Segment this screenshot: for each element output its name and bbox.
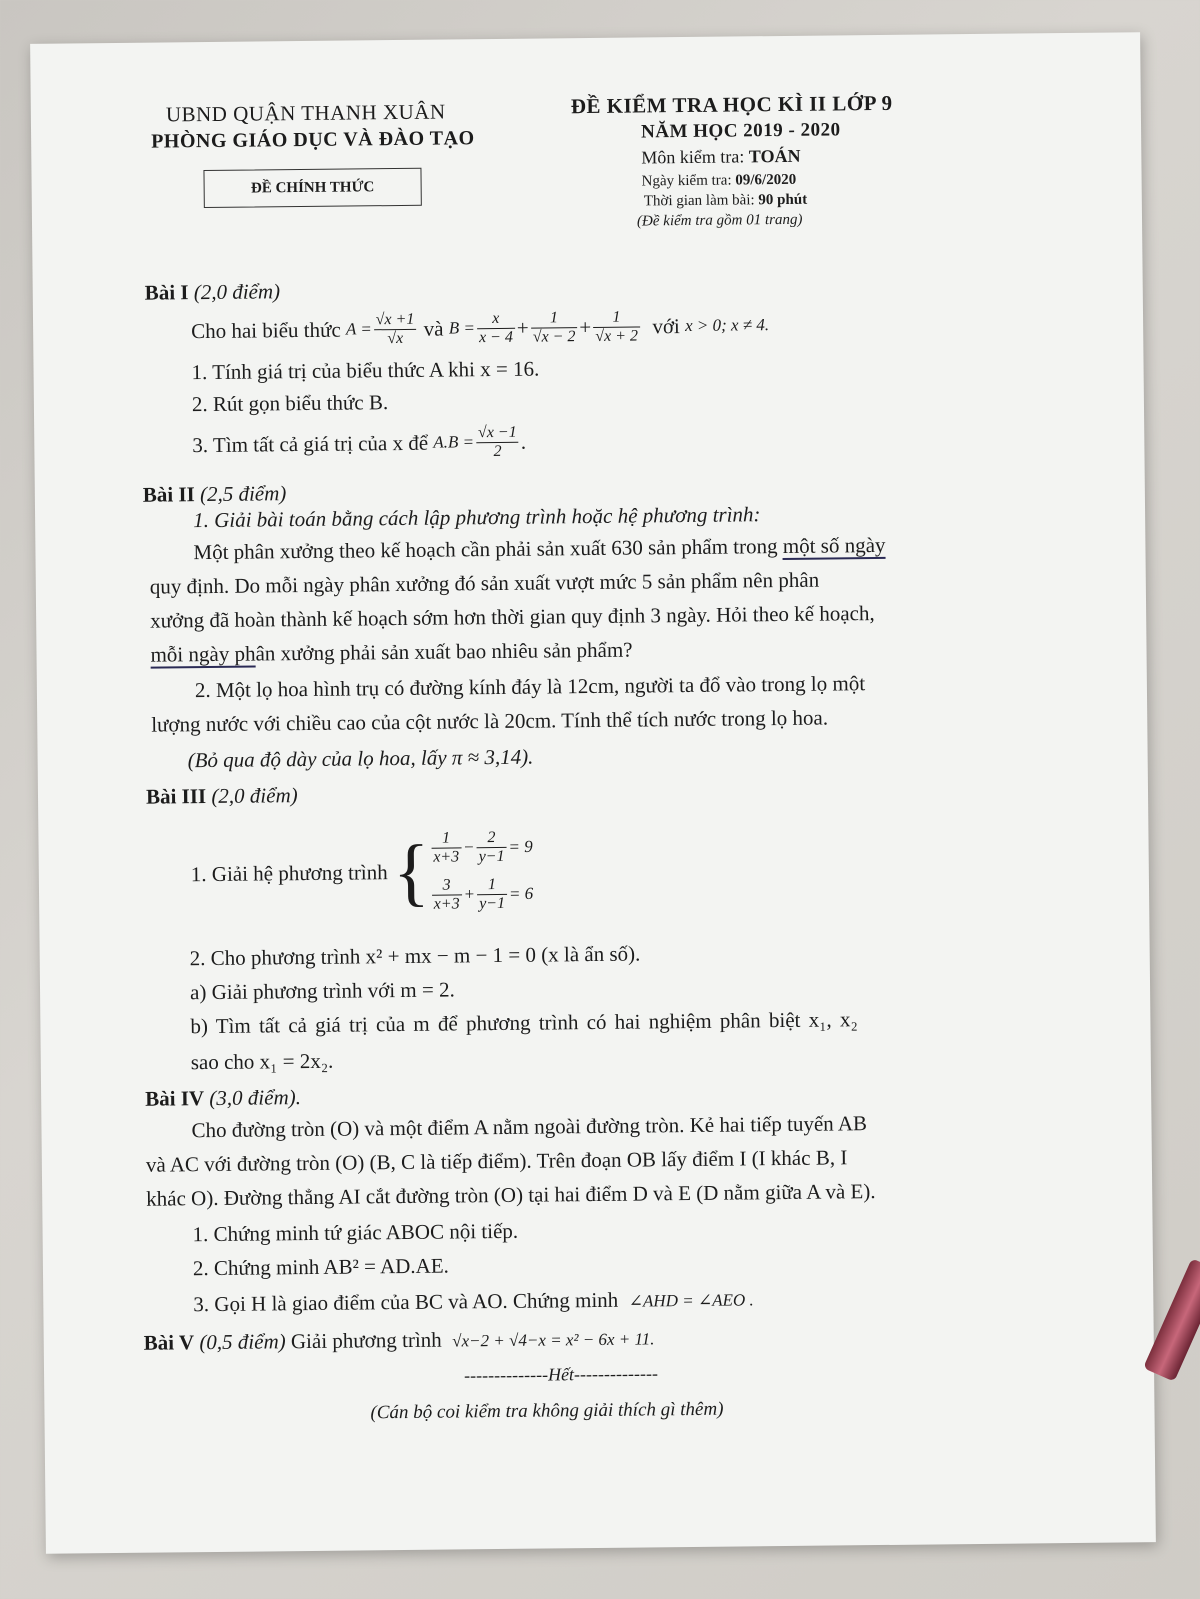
bai3-q2b-line1: b) Tìm tất cả giá trị của m để phương trình có hai nghiệm phân biệt x₁, x₂	[190, 1007, 858, 1039]
bai4-line3: khác O). Đường thẳng AI cắt đường tròn (O) tại hai điểm D và E (D nằm giữa A và E).	[146, 1179, 876, 1211]
eq2-f1-num: 3	[431, 876, 461, 895]
expr-a-lhs: A =	[345, 319, 372, 339]
eq2-frac1	[431, 876, 461, 913]
bai2-p1-line4a: mỗi ngày ph	[150, 641, 256, 667]
bai3-title: Bài III	[145, 784, 207, 809]
bai4-line1: Cho đường tròn (O) và một điểm A nằm ngoài đường tròn. Kẻ hai tiếp tuyến AB	[191, 1111, 868, 1143]
exam-title: ĐỀ KIỂM TRA HỌC KÌ II LỚP 9	[570, 90, 893, 119]
bai2-p1-title: 1. Giải bài toán bằng cách lập phương trình hoặc hệ phương trình:	[192, 502, 761, 533]
q3-num: √x −1	[476, 423, 519, 442]
eq1-frac2	[476, 829, 506, 866]
bai2-p1-line3: xưởng đã hoàn thành kế hoạch sớm hơn thời gian quy định 3 ngày. Hỏi theo kế hoạch,	[150, 601, 875, 633]
bai4-q3-line	[193, 1286, 754, 1317]
q3-lhs: A.B =	[433, 432, 475, 452]
and-word: và	[423, 316, 444, 341]
expr-a-fraction	[374, 310, 417, 347]
eq1-f1-num: 1	[431, 829, 461, 848]
bai4-q3-angles: ∠AHD = ∠AEO .	[628, 1290, 754, 1311]
bai3-heading	[146, 783, 298, 810]
system-eq2	[429, 876, 533, 914]
eq2-frac2	[477, 876, 507, 913]
bai1-q1: 1. Tính giá trị của biểu thức A khi x = 16.	[191, 356, 540, 385]
bai1-intro-line: Cho hai biểu thức A = $\frac{√x +1}{√x}$ và B = $\frac{x}{x - 4}$ + $\frac{1}{√x - 2}$ + $\frac{1}{√x + 2}$ với x > 0; x ≠ 4.	[191, 308, 770, 347]
eq2-rhs: = 6	[508, 883, 534, 904]
subject-line	[641, 146, 800, 169]
bai1-q3-line: 3. Tìm tất cả giá trị của x để A.B = $\frac{√x -1}{2}$ .	[192, 423, 527, 460]
eq1-rhs: = 9	[508, 836, 533, 857]
expr-b-frac2	[530, 309, 577, 346]
proctor-note: (Cán bộ coi kiểm tra không giải thích gì thêm)	[370, 1398, 724, 1424]
expr-b-frac3	[593, 308, 640, 345]
bai4-title: Bài IV	[145, 1086, 205, 1111]
eq2-op: +	[463, 884, 476, 904]
condition: x > 0; x ≠ 4.	[684, 315, 770, 336]
bai2-p1-line1	[193, 533, 885, 565]
bai1-heading	[145, 279, 281, 305]
bai1-q2: 2. Rút gọn biểu thức B.	[191, 390, 389, 417]
system-brace: {	[392, 829, 430, 915]
bai5-line	[144, 1325, 655, 1355]
bai4-points: (3,0 điểm).	[209, 1085, 302, 1111]
exam-sheet	[30, 32, 1156, 1554]
date-label: Ngày kiểm tra:	[641, 172, 736, 190]
bai4-heading	[145, 1085, 301, 1112]
time-line	[644, 192, 808, 211]
expr-b-frac1	[477, 309, 515, 346]
frac2-num: 1	[530, 309, 577, 328]
eq1-f2-num: 2	[476, 829, 506, 848]
bai3-q1: 1. Giải hệ phương trình	[190, 859, 388, 886]
subject-value: TOÁN	[748, 145, 801, 167]
bai1-q3: 3. Tìm tất cả giá trị của x để	[192, 430, 429, 457]
eq1-f1-den: x+3	[433, 848, 460, 866]
bai3-q2a: a) Giải phương trình với m = 2.	[189, 977, 455, 1005]
eq2-f2-den: y−1	[479, 894, 506, 913]
bai2-p2-line1: 2. Một lọ hoa hình trụ có đường kính đáy là 12cm, người ta đổ vào trong lọ một	[194, 671, 866, 703]
expr-a-num: √x +1	[374, 310, 417, 329]
equation-system	[429, 829, 533, 914]
page-count: (Đề kiểm tra gồm 01 trang)	[636, 211, 803, 230]
bai4-q3: 3. Gọi H là giao điểm của BC và AO. Chứng minh	[193, 1287, 619, 1317]
bai2-title: Bài II	[142, 482, 195, 507]
district-name: UBND QUẬN THANH XUÂN	[165, 99, 446, 127]
subject-label: Môn kiểm tra:	[641, 146, 749, 168]
bai1-points: (2,0 điểm)	[193, 279, 281, 305]
bai2-p2-line2: lượng nước với chiều cao của cột nước là 20cm. Tính thể tích nước trong lọ hoa.	[151, 705, 829, 737]
time-label: Thời gian làm bài:	[643, 192, 759, 210]
bai5-title: Bài V	[143, 1330, 195, 1355]
frac3-num: 1	[593, 308, 640, 327]
time-value: 90 phút	[758, 191, 808, 209]
end-marker: --------------Hết--------------	[463, 1363, 659, 1386]
expr-a-den: √x	[387, 329, 404, 347]
condition-label: với	[652, 313, 680, 338]
bai1-title: Bài I	[144, 280, 189, 305]
bai2-p1-line1a: Một phân xưởng theo kế hoạch cần phải sản xuất 630 sản phẩm trong	[193, 533, 783, 565]
bai3-q1-line	[190, 811, 533, 935]
bai3-q2: 2. Cho phương trình x² + mx − m − 1 = 0 (x là ẩn số).	[189, 941, 641, 971]
system-eq1	[429, 829, 533, 867]
eq2-f1-den: x+3	[433, 895, 460, 913]
bai2-points: (2,5 điểm)	[199, 481, 287, 507]
eq1-frac1	[431, 829, 461, 866]
bai4-line2: và AC với đường tròn (O) (B, C là tiếp điểm). Trên đoạn OB lấy điểm I (I khác B, I	[145, 1145, 848, 1177]
frac2-den: √x − 2	[532, 327, 576, 346]
date-line	[642, 172, 797, 191]
eq1-op: −	[462, 837, 475, 857]
bai5-points: (0,5 điểm)	[199, 1329, 286, 1355]
bai2-p2-note: (Bỏ qua độ dày của lọ hoa, lấy π ≈ 3,14).	[187, 744, 534, 773]
frac1-den: x − 4	[478, 328, 514, 346]
bai2-p1-line4	[150, 638, 632, 668]
bai5-equation: √x−2 + √4−x = x² − 6x + 11.	[452, 1329, 655, 1351]
bai2-p1-line1b: một số ngày	[782, 532, 886, 558]
q3-fraction	[476, 423, 519, 460]
bai3-q2b-line2: sao cho x₁ = 2x₂.	[190, 1048, 334, 1075]
q3-den: 2	[493, 442, 502, 460]
bai1-intro: Cho hai biểu thức	[191, 317, 341, 343]
bai2-p1-line4b: ân xưởng phải sản xuất bao nhiêu sản phẩm?	[255, 637, 633, 666]
bai4-q1: 1. Chứng minh tứ giác ABOC nội tiếp.	[192, 1218, 519, 1247]
bai3-points: (2,0 điểm)	[211, 783, 298, 808]
bai2-p1-line2: quy định. Do mỗi ngày phân xưởng đó sản xuất vượt mức 5 sản phẩm nên phân	[149, 567, 820, 599]
frac1-num: x	[477, 309, 515, 328]
official-stamp: ĐỀ CHÍNH THỨC	[203, 168, 421, 208]
bai2-heading	[143, 481, 287, 508]
eq1-f2-den: y−1	[478, 847, 505, 866]
frac3-den: √x + 2	[595, 327, 639, 345]
department-name: PHÒNG GIÁO DỤC VÀ ĐÀO TẠO	[151, 127, 475, 153]
date-value: 09/6/2020	[735, 171, 797, 189]
bai5-text: Giải phương trình	[290, 1327, 442, 1354]
bai4-q2: 2. Chứng minh AB² = AD.AE.	[192, 1253, 449, 1281]
expr-b-lhs: B =	[448, 318, 476, 338]
school-year: NĂM HỌC 2019 - 2020	[640, 119, 841, 143]
eq2-f2-num: 1	[477, 876, 507, 895]
